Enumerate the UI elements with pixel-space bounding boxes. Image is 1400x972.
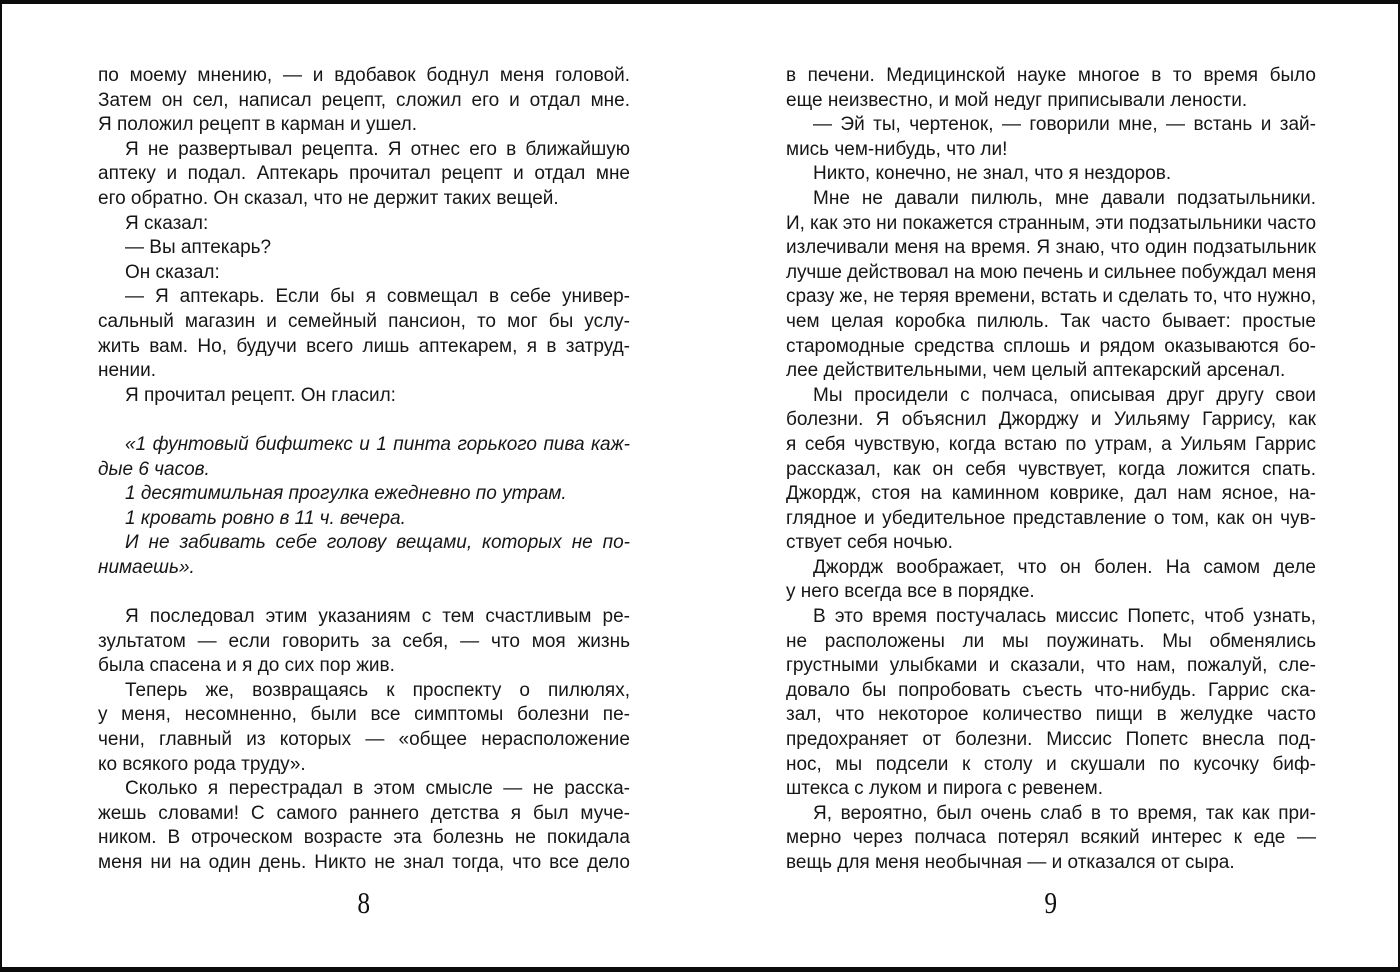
text-line: ко всякого рода труду». <box>98 753 306 775</box>
text-line: — Вы аптекарь? <box>125 237 272 259</box>
text-line: 1 кровать ровно в 11 ч. вечера. <box>125 507 406 529</box>
text-line: Я сказал: <box>125 212 209 234</box>
text-line: меня ни на один день. Никто не знал тогда, что все дело <box>98 852 630 873</box>
text-line: старомодные средства сплошь и рядом оказываются бо- <box>786 335 1316 357</box>
text-line: чени, главный из которых — «общее нерасположение <box>98 729 630 751</box>
scan-edge-top <box>0 0 1400 4</box>
text-line: еще неизвестно, и мой недуг приписывали лености. <box>786 89 1248 111</box>
text-line: была спасена и я до сих пор жив. <box>98 655 395 677</box>
text-line: зультатом — если говорить за себя, — что моя жизнь <box>98 630 630 652</box>
text-line: Сколько я перестрадал в этом смысле — не расска- <box>125 778 630 800</box>
blank-line <box>98 580 630 605</box>
page-left-text <box>98 64 630 876</box>
text-line: Никто, конечно, не знал, что я нездоров. <box>813 163 1172 185</box>
scan-edge-left <box>0 0 2 972</box>
text-line: Я положил рецепт в карман и ушел. <box>98 114 417 136</box>
text-line: — Эй ты, чертенок, — говорили мне, — встань и зай- <box>813 114 1316 136</box>
text-line: лучше действовал на мою печень и сильнее побуждал меня <box>786 261 1317 283</box>
text-line: И, как это ни покажется странным, эти подзатыльники часто <box>786 212 1316 234</box>
text-line: глядное и убедительное представление о том, как он чув- <box>786 507 1316 529</box>
text-line: штекса с луком и пирога с ревенем. <box>786 778 1104 800</box>
text-line: Затем он сел, написал рецепт, сложил его и отдал мне. <box>98 89 630 111</box>
text-line: Я не развертывал рецепта. Я отнес его в ближайшую <box>125 138 630 160</box>
page-number-right-value: 9 <box>1044 885 1058 920</box>
page-number-right <box>786 886 1316 920</box>
text-line: ником. В отроческом возрасте эта болезнь не покидала <box>98 827 630 849</box>
text-line: Джордж, стоя на каминном коврике, дал нам ясное, на- <box>786 483 1316 505</box>
text-line: зал, что некоторое количество пищи в желудке часто <box>786 704 1316 726</box>
text-line: Он сказал: <box>125 261 220 283</box>
text-line: чем целая коробка пилюль. Так часто бывает: простые <box>786 310 1316 332</box>
scan-edge-bottom <box>0 967 1400 972</box>
text-line: дые 6 часов. <box>98 458 210 480</box>
text-line: вещь для меня необычная — и отказался от сыра. <box>786 852 1235 873</box>
text-line: Джордж воображает, что он болен. На самом деле <box>813 556 1316 578</box>
text-line: по моему мнению, — и вдобавок боднул меня головой. <box>98 65 630 86</box>
text-line: излечивали меня на время. Я знаю, что один подзатыльник <box>786 237 1316 259</box>
text-line: В это время постучалась миссис Попетс, чтоб узнать, <box>813 606 1316 628</box>
text-line: жешь словами! С самого раннего детства я был муче- <box>98 802 630 824</box>
text-line: Я, вероятно, был очень слаб в то время, так как при- <box>813 802 1316 824</box>
text-line: довало бы попробовать съесть что-нибудь. Гаррис ска- <box>786 679 1316 701</box>
text-line: его обратно. Он сказал, что не держит таких вещей. <box>98 187 559 209</box>
text-line: нос, мы подсели к столу и скушали по кусочку биф- <box>786 753 1316 775</box>
blank-line <box>98 408 630 433</box>
page-number-left-value: 8 <box>357 885 371 920</box>
text-line: Мне не давали пилюль, мне давали подзатыльники. <box>813 187 1316 209</box>
text-line: грустными улыбками и сказали, что нам, пожалуй, сле- <box>786 655 1316 677</box>
text-line: Я последовал этим указаниям с тем счастливым ре- <box>125 606 630 628</box>
text-line: жить вам. Но, будучи всего лишь аптекарем, я в затруд- <box>98 335 630 357</box>
text-line: лее действительными, чем целый аптекарский арсенал. <box>786 360 1286 382</box>
text-line: Мы просидели с полчаса, описывая друг другу свои <box>813 384 1316 406</box>
text-line: мерно через полчаса потерял всякий интерес к еде — <box>786 827 1316 849</box>
text-line: не расположены ли мы поужинать. Мы обменялись <box>786 630 1316 652</box>
text-line: нении. <box>98 360 157 382</box>
text-line: Я прочитал рецепт. Он гласил: <box>125 384 396 406</box>
page-right-text <box>786 64 1316 876</box>
text-line: Теперь же, возвращаясь к проспекту о пилюлях, <box>125 679 630 701</box>
text-line: сальный магазин и семейный пансион, то мог бы услу- <box>98 310 630 332</box>
text-line: аптеку и подал. Аптекарь прочитал рецепт и отдал мне <box>98 163 630 185</box>
text-line: предохраняет от болезни. Миссис Попетс внесла под- <box>786 729 1316 751</box>
text-line: у меня, несомненно, были все симптомы болезни пе- <box>98 704 630 726</box>
text-line: сразу же, не теряя времени, встать и сделать то, что нужно, <box>786 286 1317 308</box>
text-line: — Я аптекарь. Если бы я совмещал в себе универ- <box>125 286 630 308</box>
text-line: ствует себя ночью. <box>786 532 953 554</box>
text-line: нимаешь». <box>98 556 195 578</box>
text-line: 1 десятимильная прогулка ежедневно по утрам. <box>125 483 567 505</box>
text-line: «1 фунтовый бифштекс и 1 пинта горького пива каж- <box>125 433 630 455</box>
page-number-left <box>98 886 630 920</box>
text-line: мись чем-нибудь, что ли! <box>786 138 1008 160</box>
text-line: в печени. Медицинской науке многое в то время было <box>786 65 1316 86</box>
text-line: рассказал, как он себя чувствует, когда ложится спать. <box>786 458 1316 480</box>
text-line: я себя чувствую, когда встаю по утрам, а Уильям Гаррис <box>786 433 1316 455</box>
text-line: болезни. Я объяснил Джорджу и Уильяму Гаррису, как <box>786 409 1316 431</box>
text-line: у него всегда все в порядке. <box>786 581 1035 603</box>
text-line: И не забивать себе голову вещами, которых не по- <box>125 532 630 554</box>
